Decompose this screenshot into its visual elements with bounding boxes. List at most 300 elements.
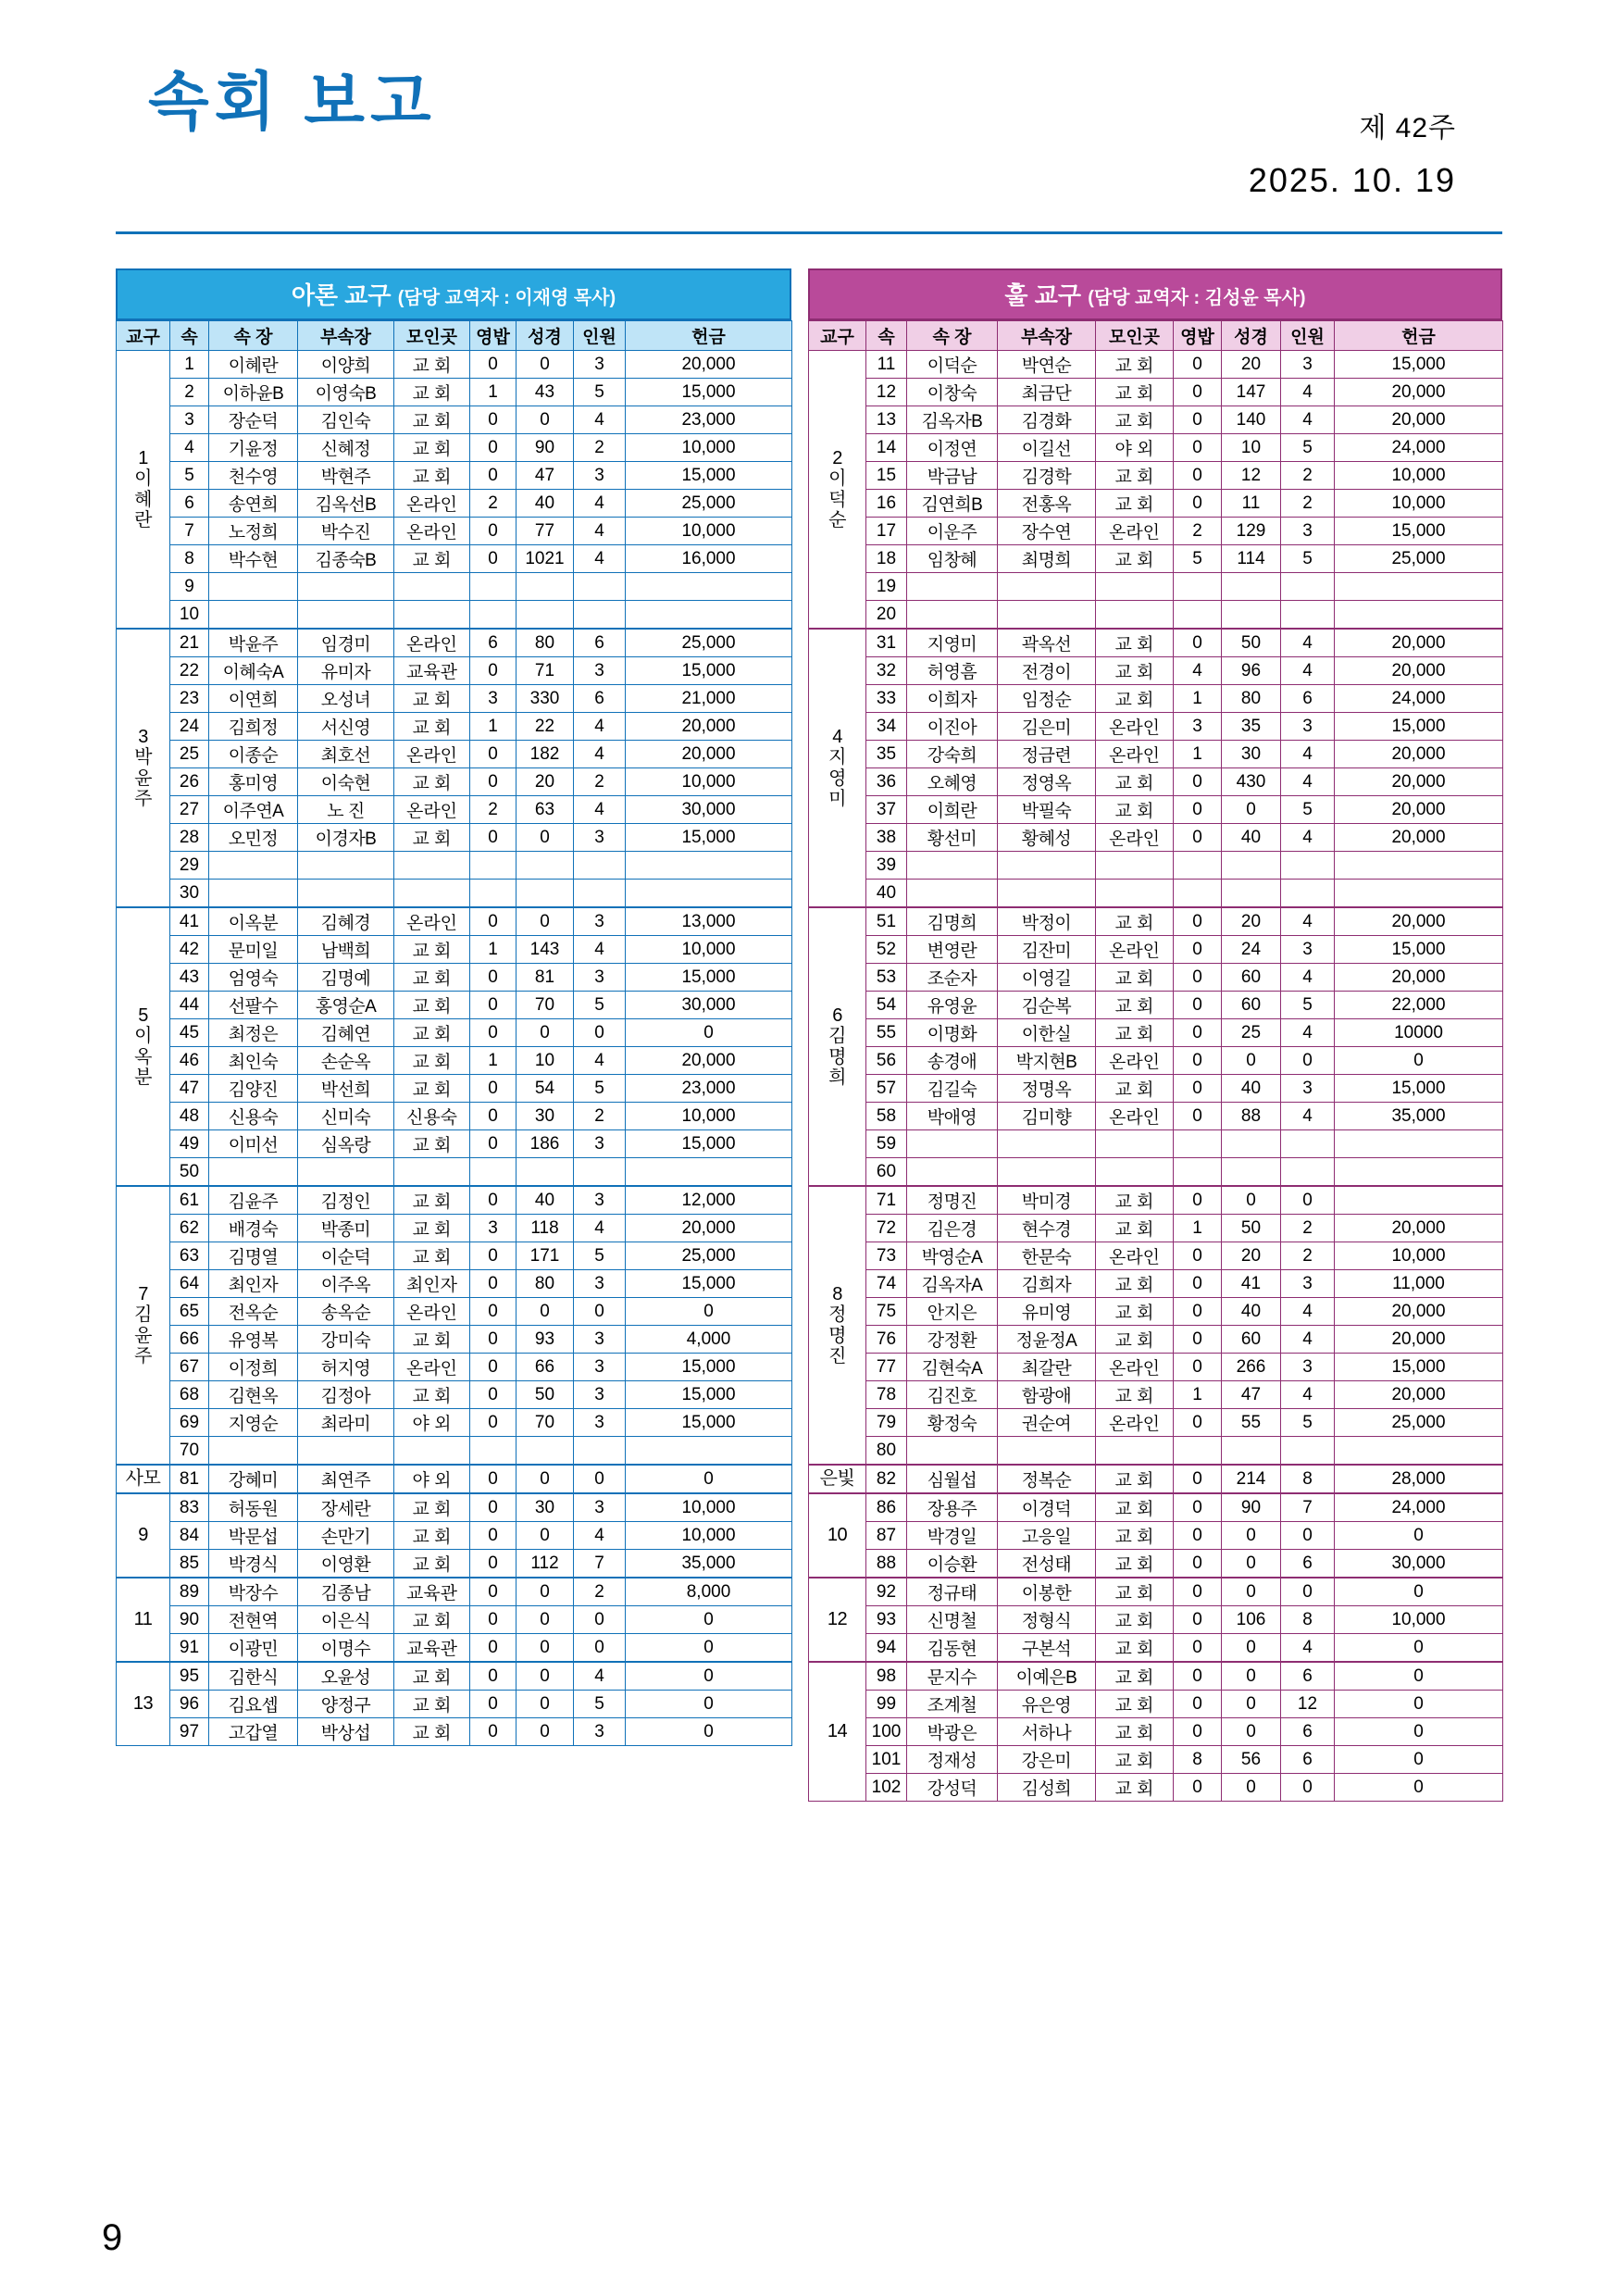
cell-youngbap: 0: [470, 1019, 517, 1047]
cell-people: 3: [574, 462, 626, 490]
cell-youngbap: 0: [470, 992, 517, 1019]
header-divider: [116, 231, 1502, 234]
cell-youngbap: 0: [1174, 1270, 1222, 1298]
cell-people: 0: [574, 1634, 626, 1663]
cell-bible: 0: [1222, 1774, 1281, 1802]
cell-leader: 이덕순: [907, 351, 998, 379]
cell-subleader: 김경화: [998, 406, 1096, 434]
cell-number: 38: [866, 824, 907, 852]
cell-subleader: 임경미: [298, 629, 394, 657]
table-row: [117, 1606, 792, 1634]
cell-leader: 고갑열: [209, 1718, 298, 1746]
cell-number: 18: [866, 545, 907, 573]
cell-offering: 15,000: [626, 1381, 792, 1409]
table-row: [809, 1774, 1503, 1802]
col-header-offering: 헌금: [1335, 321, 1503, 351]
cell-people: 0: [1281, 1186, 1335, 1215]
cell-youngbap: 0: [1174, 1075, 1222, 1103]
cell-place: 교 회: [1096, 796, 1174, 824]
cell-number: 9: [170, 573, 209, 601]
table-row: [117, 1298, 792, 1326]
cell-bible: [517, 880, 574, 908]
cell-youngbap: 0: [1174, 1186, 1222, 1215]
cell-youngbap: 2: [470, 490, 517, 518]
cell-youngbap: 0: [1174, 1298, 1222, 1326]
cell-leader: [209, 573, 298, 601]
district-cell: 6 김 명 희: [809, 907, 866, 1186]
cell-subleader: 최갈란: [998, 1354, 1096, 1381]
cell-youngbap: 0: [470, 351, 517, 379]
cell-bible: 63: [517, 796, 574, 824]
cell-bible: 30: [517, 1103, 574, 1130]
cell-offering: 20,000: [1335, 1326, 1503, 1354]
cell-number: 33: [866, 685, 907, 713]
cell-bible: 50: [517, 1381, 574, 1409]
right-table-header-row: [809, 321, 1503, 351]
cell-leader: 송경애: [907, 1047, 998, 1075]
cell-number: 57: [866, 1075, 907, 1103]
cell-number: 62: [170, 1215, 209, 1242]
cell-people: 4: [574, 1047, 626, 1075]
cell-people: 3: [574, 1186, 626, 1215]
cell-subleader: 한문숙: [998, 1242, 1096, 1270]
cell-place: 온라인: [394, 741, 470, 768]
cell-leader: 최인자: [209, 1270, 298, 1298]
cell-leader: 안지은: [907, 1298, 998, 1326]
cell-place: [394, 880, 470, 908]
cell-leader: 지영미: [907, 629, 998, 657]
cell-bible: [517, 1158, 574, 1187]
table-row: [809, 601, 1503, 630]
cell-bible: 30: [517, 1493, 574, 1522]
cell-subleader: 이길선: [998, 434, 1096, 462]
cell-youngbap: 0: [470, 907, 517, 936]
cell-leader: 오민정: [209, 824, 298, 852]
cell-offering: 20,000: [1335, 741, 1503, 768]
cell-leader: 정규태: [907, 1578, 998, 1606]
cell-subleader: 이한실: [998, 1019, 1096, 1047]
cell-number: 68: [170, 1381, 209, 1409]
table-row: [117, 1691, 792, 1718]
cell-subleader: 최명희: [998, 545, 1096, 573]
cell-offering: 10,000: [626, 1493, 792, 1522]
cell-offering: 13,000: [626, 907, 792, 936]
cell-bible: 70: [517, 1409, 574, 1437]
cell-bible: 47: [1222, 1381, 1281, 1409]
cell-people: 5: [574, 379, 626, 406]
cell-number: 3: [170, 406, 209, 434]
table-row: [117, 964, 792, 992]
table-row: [809, 1550, 1503, 1578]
cell-offering: 15,000: [1335, 351, 1503, 379]
cell-bible: 0: [1222, 1662, 1281, 1691]
cell-subleader: 허지영: [298, 1354, 394, 1381]
cell-place: 교 회: [1096, 1326, 1174, 1354]
cell-people: 4: [1281, 768, 1335, 796]
cell-leader: 이혜란: [209, 351, 298, 379]
cell-bible: 0: [517, 907, 574, 936]
cell-offering: 20,000: [626, 741, 792, 768]
cell-place: 교 회: [394, 1550, 470, 1578]
cell-subleader: 박정이: [998, 907, 1096, 936]
cell-youngbap: [470, 601, 517, 630]
cell-youngbap: 0: [470, 1103, 517, 1130]
cell-bible: 80: [517, 629, 574, 657]
cell-place: 온라인: [1096, 1103, 1174, 1130]
cell-people: [574, 880, 626, 908]
table-row: [117, 545, 792, 573]
cell-offering: [1335, 852, 1503, 880]
cell-people: 4: [574, 406, 626, 434]
table-row: [809, 824, 1503, 852]
cell-subleader: 전성태: [998, 1550, 1096, 1578]
cell-bible: [1222, 852, 1281, 880]
cell-subleader: 서하나: [998, 1718, 1096, 1746]
cell-offering: 30,000: [626, 992, 792, 1019]
cell-people: 3: [574, 1409, 626, 1437]
table-row: [117, 351, 792, 379]
cell-people: 2: [574, 1103, 626, 1130]
table-row: [117, 1158, 792, 1187]
cell-bible: 140: [1222, 406, 1281, 434]
cell-leader: [209, 880, 298, 908]
cell-number: 39: [866, 852, 907, 880]
cell-people: 3: [574, 964, 626, 992]
cell-people: 3: [574, 1354, 626, 1381]
cell-number: 59: [866, 1130, 907, 1158]
cell-people: 3: [574, 1718, 626, 1746]
cell-place: 교 회: [394, 1662, 470, 1691]
cell-number: 46: [170, 1047, 209, 1075]
cell-people: 6: [1281, 1718, 1335, 1746]
cell-subleader: 최호선: [298, 741, 394, 768]
cell-offering: 15,000: [1335, 1075, 1503, 1103]
cell-bible: 60: [1222, 992, 1281, 1019]
col-header-youngbap: 영밥: [1174, 321, 1222, 351]
cell-people: 7: [1281, 1493, 1335, 1522]
cell-leader: 김길숙: [907, 1075, 998, 1103]
cell-subleader: 이영길: [998, 964, 1096, 992]
cell-place: 온라인: [1096, 518, 1174, 545]
cell-bible: 80: [517, 1270, 574, 1298]
cell-youngbap: 0: [1174, 490, 1222, 518]
cell-bible: 430: [1222, 768, 1281, 796]
cell-leader: 이승환: [907, 1550, 998, 1578]
cell-subleader: 오성녀: [298, 685, 394, 713]
cell-place: 교 회: [1096, 351, 1174, 379]
cell-place: 교 회: [394, 379, 470, 406]
cell-youngbap: [470, 1158, 517, 1187]
cell-offering: 4,000: [626, 1326, 792, 1354]
table-row: [809, 1242, 1503, 1270]
col-header-leader: 속 장: [209, 321, 298, 351]
cell-offering: 15,000: [626, 657, 792, 685]
table-row: [117, 1019, 792, 1047]
cell-place: [1096, 1437, 1174, 1466]
cell-place: 교 회: [394, 351, 470, 379]
cell-number: 82: [866, 1465, 907, 1493]
cell-subleader: 박종미: [298, 1215, 394, 1242]
cell-place: 교 회: [1096, 1578, 1174, 1606]
table-row: [809, 1634, 1503, 1663]
cell-people: 4: [574, 1662, 626, 1691]
cell-offering: 0: [626, 1718, 792, 1746]
cell-offering: 15,000: [626, 964, 792, 992]
table-row: [809, 379, 1503, 406]
cell-youngbap: 0: [1174, 434, 1222, 462]
cell-subleader: 손순옥: [298, 1047, 394, 1075]
cell-place: 온라인: [394, 629, 470, 657]
cell-leader: 노정희: [209, 518, 298, 545]
cell-place: 교 회: [1096, 1186, 1174, 1215]
cell-leader: 이창숙: [907, 379, 998, 406]
cell-bible: 35: [1222, 713, 1281, 741]
cell-youngbap: [470, 1437, 517, 1466]
cell-place: 교 회: [1096, 907, 1174, 936]
cell-number: 72: [866, 1215, 907, 1242]
cell-place: 온라인: [1096, 1242, 1174, 1270]
cell-subleader: [998, 1158, 1096, 1187]
cell-people: 6: [1281, 1550, 1335, 1578]
table-row: [117, 462, 792, 490]
cell-people: 3: [1281, 518, 1335, 545]
right-table-body: [809, 351, 1503, 1802]
cell-offering: 25,000: [626, 1242, 792, 1270]
right-district-block: [808, 268, 1502, 1802]
cell-people: 3: [1281, 1354, 1335, 1381]
table-row: [809, 1746, 1503, 1774]
cell-youngbap: 4: [1174, 657, 1222, 685]
cell-number: 87: [866, 1522, 907, 1550]
cell-leader: 이희자: [907, 685, 998, 713]
cell-offering: 20,000: [626, 1215, 792, 1242]
cell-leader: 박애영: [907, 1103, 998, 1130]
cell-bible: 214: [1222, 1465, 1281, 1493]
table-row: [117, 1465, 792, 1493]
cell-youngbap: 0: [470, 1634, 517, 1663]
cell-people: 4: [1281, 1326, 1335, 1354]
table-row: [809, 629, 1503, 657]
cell-bible: 10: [1222, 434, 1281, 462]
cell-bible: [517, 1437, 574, 1466]
cell-number: 22: [170, 657, 209, 685]
left-table-body: [117, 351, 792, 1746]
cell-youngbap: 0: [1174, 1242, 1222, 1270]
cell-youngbap: 0: [1174, 1691, 1222, 1718]
cell-youngbap: 2: [470, 796, 517, 824]
cell-youngbap: 1: [1174, 1381, 1222, 1409]
cell-leader: 강혜미: [209, 1465, 298, 1493]
cell-bible: 0: [517, 1634, 574, 1663]
col-header-offering: 헌금: [626, 321, 792, 351]
cell-youngbap: 0: [470, 462, 517, 490]
cell-offering: [626, 880, 792, 908]
cell-offering: 0: [1335, 1047, 1503, 1075]
district-cell: 14: [809, 1662, 866, 1802]
cell-subleader: 장세란: [298, 1493, 394, 1522]
cell-subleader: 박지현B: [998, 1047, 1096, 1075]
cell-leader: 김옥자B: [907, 406, 998, 434]
cell-number: 60: [866, 1158, 907, 1187]
cell-place: 교 회: [1096, 992, 1174, 1019]
cell-leader: 김명열: [209, 1242, 298, 1270]
cell-youngbap: 0: [470, 1691, 517, 1718]
cell-people: 5: [574, 1242, 626, 1270]
cell-number: 11: [866, 351, 907, 379]
table-row: [809, 1130, 1503, 1158]
col-header-subleader: 부속장: [298, 321, 394, 351]
cell-number: 67: [170, 1354, 209, 1381]
cell-youngbap: 0: [470, 657, 517, 685]
cell-bible: 90: [517, 434, 574, 462]
cell-youngbap: [1174, 1437, 1222, 1466]
cell-offering: [626, 1158, 792, 1187]
cell-people: [1281, 852, 1335, 880]
table-row: [117, 1186, 792, 1215]
cell-leader: 김한식: [209, 1662, 298, 1691]
date-label: 2025. 10. 19: [1248, 161, 1456, 199]
cell-offering: 25,000: [1335, 545, 1503, 573]
cell-place: 교 회: [1096, 1746, 1174, 1774]
cell-offering: [1335, 573, 1503, 601]
cell-subleader: 박수진: [298, 518, 394, 545]
cell-people: 4: [1281, 1634, 1335, 1663]
cell-youngbap: 0: [470, 1522, 517, 1550]
cell-subleader: 남백희: [298, 936, 394, 964]
cell-offering: [626, 852, 792, 880]
cell-place: 야 외: [1096, 434, 1174, 462]
cell-number: 74: [866, 1270, 907, 1298]
page-header: [0, 0, 1618, 199]
cell-people: 5: [1281, 992, 1335, 1019]
cell-number: 42: [170, 936, 209, 964]
cell-people: 3: [574, 907, 626, 936]
cell-leader: [209, 852, 298, 880]
cell-people: 5: [574, 1075, 626, 1103]
cell-leader: [907, 852, 998, 880]
cell-bible: 77: [517, 518, 574, 545]
cell-number: 21: [170, 629, 209, 657]
cell-offering: 0: [1335, 1691, 1503, 1718]
col-header-place: 모인곳: [1096, 321, 1174, 351]
cell-number: 37: [866, 796, 907, 824]
cell-place: 교 회: [394, 1691, 470, 1718]
cell-subleader: 손만기: [298, 1522, 394, 1550]
cell-subleader: 양정구: [298, 1691, 394, 1718]
cell-place: 교 회: [394, 462, 470, 490]
cell-offering: 20,000: [1335, 657, 1503, 685]
table-row: [117, 629, 792, 657]
cell-number: 77: [866, 1354, 907, 1381]
cell-people: 4: [1281, 964, 1335, 992]
cell-offering: [1335, 880, 1503, 908]
cell-offering: 15,000: [626, 1409, 792, 1437]
cell-place: 교 회: [394, 1606, 470, 1634]
cell-number: 40: [866, 880, 907, 908]
cell-subleader: 박현주: [298, 462, 394, 490]
cell-subleader: 송옥순: [298, 1298, 394, 1326]
cell-leader: 이희란: [907, 796, 998, 824]
table-row: [117, 1215, 792, 1242]
cell-offering: 20,000: [1335, 379, 1503, 406]
cell-offering: 20,000: [1335, 768, 1503, 796]
cell-leader: 이혜숙A: [209, 657, 298, 685]
cell-youngbap: 0: [470, 1075, 517, 1103]
table-row: [117, 880, 792, 908]
cell-people: 2: [1281, 490, 1335, 518]
cell-number: 101: [866, 1746, 907, 1774]
table-row: [117, 796, 792, 824]
table-row: [809, 741, 1503, 768]
cell-subleader: 정복순: [998, 1465, 1096, 1493]
cell-leader: 심월섭: [907, 1465, 998, 1493]
cell-people: 4: [574, 1522, 626, 1550]
cell-offering: 20,000: [1335, 629, 1503, 657]
table-row: [117, 379, 792, 406]
cell-subleader: 홍영순A: [298, 992, 394, 1019]
cell-subleader: 오윤성: [298, 1662, 394, 1691]
cell-number: 64: [170, 1270, 209, 1298]
cell-offering: 0: [626, 1662, 792, 1691]
cell-youngbap: 0: [1174, 1774, 1222, 1802]
cell-bible: 81: [517, 964, 574, 992]
cell-youngbap: 1: [470, 1047, 517, 1075]
cell-offering: [1335, 601, 1503, 630]
cell-place: 온라인: [1096, 1354, 1174, 1381]
cell-youngbap: 0: [470, 768, 517, 796]
cell-people: 3: [1281, 351, 1335, 379]
table-row: [809, 545, 1503, 573]
cell-bible: [517, 852, 574, 880]
table-row: [809, 490, 1503, 518]
cell-youngbap: 0: [470, 1186, 517, 1215]
cell-bible: 0: [1222, 1691, 1281, 1718]
cell-number: 99: [866, 1691, 907, 1718]
cell-bible: 50: [1222, 1215, 1281, 1242]
cell-youngbap: 0: [1174, 992, 1222, 1019]
cell-leader: 박경식: [209, 1550, 298, 1578]
cell-leader: 이정희: [209, 1354, 298, 1381]
cell-number: 1: [170, 351, 209, 379]
cell-place: 교 회: [1096, 1075, 1174, 1103]
cell-subleader: 고응일: [998, 1522, 1096, 1550]
cell-youngbap: 0: [1174, 1662, 1222, 1691]
cell-number: 76: [866, 1326, 907, 1354]
cell-leader: 문미일: [209, 936, 298, 964]
cell-youngbap: 0: [470, 1381, 517, 1409]
cell-leader: [209, 1437, 298, 1466]
cell-place: 교 회: [394, 1215, 470, 1242]
table-row: [809, 657, 1503, 685]
cell-people: 4: [574, 713, 626, 741]
cell-bible: 0: [517, 1662, 574, 1691]
cell-bible: 171: [517, 1242, 574, 1270]
cell-leader: 이명화: [907, 1019, 998, 1047]
cell-people: 4: [574, 490, 626, 518]
cell-bible: 20: [1222, 1242, 1281, 1270]
cell-number: 89: [170, 1578, 209, 1606]
cell-youngbap: 0: [1174, 1578, 1222, 1606]
district-cell: 12: [809, 1578, 866, 1662]
cell-place: 교 회: [1096, 768, 1174, 796]
district-cell: 3 박 윤 주: [117, 629, 170, 907]
table-row: [809, 1103, 1503, 1130]
left-district-block: [116, 268, 791, 1746]
cell-leader: 김명희: [907, 907, 998, 936]
cell-offering: 20,000: [1335, 1215, 1503, 1242]
cell-offering: [1335, 1130, 1503, 1158]
cell-offering: 20,000: [1335, 1298, 1503, 1326]
